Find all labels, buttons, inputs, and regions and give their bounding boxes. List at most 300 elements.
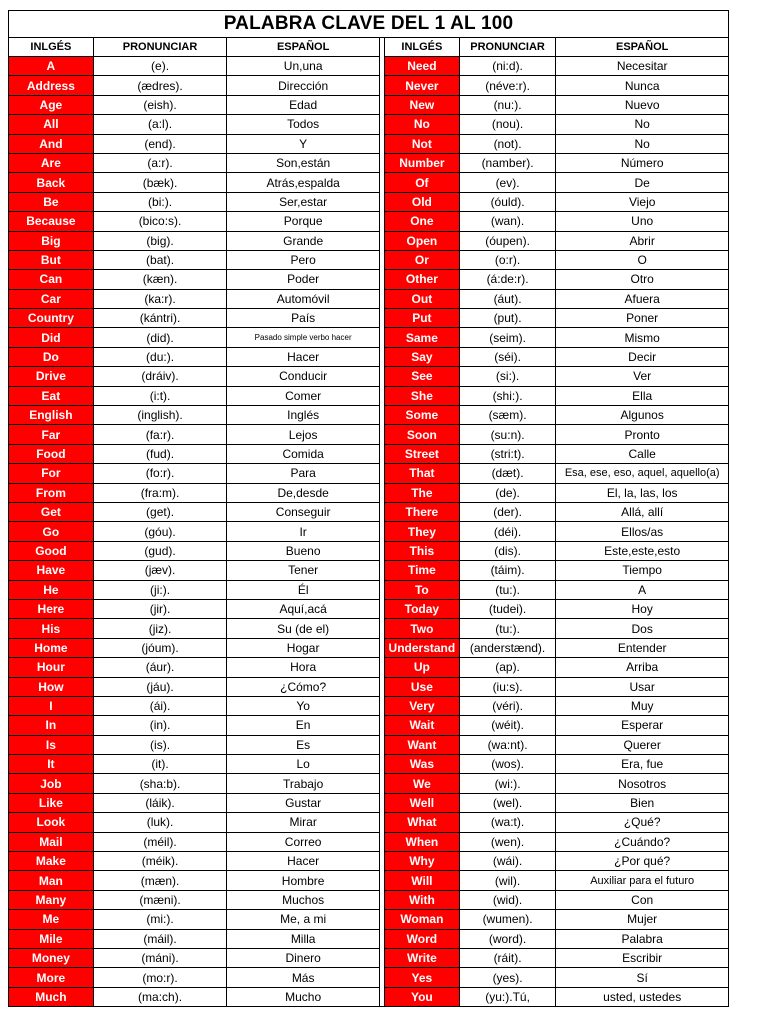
english-word-cell: Soon bbox=[384, 425, 459, 444]
english-word-cell: How bbox=[9, 677, 94, 696]
english-word-cell: Was bbox=[384, 755, 459, 774]
english-word-cell: Will bbox=[384, 871, 459, 890]
pronunciation-cell: (wái). bbox=[459, 852, 556, 871]
english-word-cell: More bbox=[9, 968, 94, 987]
spanish-translation-cell: Conducir bbox=[227, 367, 380, 386]
pronunciation-cell: (kántri). bbox=[93, 309, 227, 328]
pronunciation-cell: (méil). bbox=[93, 832, 227, 851]
word-row bbox=[9, 270, 380, 289]
spanish-translation-cell: No bbox=[556, 115, 729, 134]
english-word-cell: Big bbox=[9, 231, 94, 250]
word-row bbox=[384, 444, 728, 463]
english-word-cell: You bbox=[384, 987, 459, 1006]
pronunciation-cell: (áur). bbox=[93, 658, 227, 677]
english-word-cell: Can bbox=[9, 270, 94, 289]
pronunciation-cell: (ma:ch). bbox=[93, 987, 227, 1006]
english-word-cell: Write bbox=[384, 948, 459, 967]
pronunciation-cell: (o:r). bbox=[459, 250, 556, 269]
pronunciation-cell: (néve:r). bbox=[459, 76, 556, 95]
english-word-cell: Say bbox=[384, 347, 459, 366]
word-row bbox=[9, 755, 380, 774]
word-row bbox=[384, 289, 728, 308]
word-table-left bbox=[8, 37, 380, 1007]
spanish-translation-cell: Uno bbox=[556, 212, 729, 231]
header-pronounce: PRONUNCIAR bbox=[459, 38, 556, 57]
english-word-cell: Put bbox=[384, 309, 459, 328]
pronunciation-cell: (iu:s). bbox=[459, 677, 556, 696]
spanish-translation-cell: Inglés bbox=[227, 406, 380, 425]
spanish-translation-cell: Aquí,acá bbox=[227, 599, 380, 618]
english-word-cell: She bbox=[384, 386, 459, 405]
pronunciation-cell: (big). bbox=[93, 231, 227, 250]
word-row bbox=[384, 522, 728, 541]
spanish-translation-cell: Atrás,espalda bbox=[227, 173, 380, 192]
spanish-translation-cell: ¿Qué? bbox=[556, 813, 729, 832]
english-word-cell: With bbox=[384, 890, 459, 909]
pronunciation-cell: (ái). bbox=[93, 696, 227, 715]
word-row bbox=[9, 677, 380, 696]
spanish-translation-cell: En bbox=[227, 716, 380, 735]
english-word-cell: They bbox=[384, 522, 459, 541]
word-row bbox=[384, 347, 728, 366]
english-word-cell: Mile bbox=[9, 929, 94, 948]
spanish-translation-cell: ¿Cuándo? bbox=[556, 832, 729, 851]
pronunciation-cell: (dráiv). bbox=[93, 367, 227, 386]
english-word-cell: Word bbox=[384, 929, 459, 948]
word-row bbox=[9, 406, 380, 425]
pronunciation-cell: (ev). bbox=[459, 173, 556, 192]
spanish-translation-cell: Edad bbox=[227, 95, 380, 114]
pronunciation-cell: (wen). bbox=[459, 832, 556, 851]
word-row bbox=[9, 696, 380, 715]
spanish-translation-cell: Hombre bbox=[227, 871, 380, 890]
pronunciation-cell: (fa:r). bbox=[93, 425, 227, 444]
spanish-translation-cell: Palabra bbox=[556, 929, 729, 948]
spanish-translation-cell: Auxiliar para el futuro bbox=[556, 871, 729, 890]
spanish-translation-cell: Poner bbox=[556, 309, 729, 328]
spanish-translation-cell: Allá, allí bbox=[556, 502, 729, 521]
word-row bbox=[9, 658, 380, 677]
word-row bbox=[9, 948, 380, 967]
spanish-translation-cell: Nosotros bbox=[556, 774, 729, 793]
spanish-translation-cell: Mirar bbox=[227, 813, 380, 832]
pronunciation-cell: (ni:d). bbox=[459, 57, 556, 76]
word-row bbox=[9, 793, 380, 812]
english-word-cell: For bbox=[9, 464, 94, 483]
header-english: INLGÉS bbox=[9, 38, 94, 57]
english-word-cell: No bbox=[384, 115, 459, 134]
english-word-cell: Good bbox=[9, 541, 94, 560]
english-word-cell: Did bbox=[9, 328, 94, 347]
pronunciation-cell: (ædres). bbox=[93, 76, 227, 95]
spanish-translation-cell: Ir bbox=[227, 522, 380, 541]
pronunciation-cell: (wa:t). bbox=[459, 813, 556, 832]
english-word-cell: Time bbox=[384, 561, 459, 580]
spanish-translation-cell: Necesitar bbox=[556, 57, 729, 76]
spanish-translation-cell: Muchos bbox=[227, 890, 380, 909]
word-row bbox=[384, 57, 728, 76]
word-row bbox=[9, 561, 380, 580]
spanish-translation-cell: Comer bbox=[227, 386, 380, 405]
english-word-cell: Are bbox=[9, 153, 94, 172]
english-word-cell: Up bbox=[384, 658, 459, 677]
pronunciation-cell: (der). bbox=[459, 502, 556, 521]
word-row bbox=[9, 192, 380, 211]
pronunciation-cell: (bæk). bbox=[93, 173, 227, 192]
word-row bbox=[9, 832, 380, 851]
pronunciation-cell: (eish). bbox=[93, 95, 227, 114]
english-word-cell: Eat bbox=[9, 386, 94, 405]
spanish-translation-cell: Entender bbox=[556, 638, 729, 657]
english-word-cell: Street bbox=[384, 444, 459, 463]
pronunciation-cell: (si:). bbox=[459, 367, 556, 386]
english-word-cell: Drive bbox=[9, 367, 94, 386]
spanish-translation-cell: Bien bbox=[556, 793, 729, 812]
spanish-translation-cell: Son,están bbox=[227, 153, 380, 172]
pronunciation-cell: (e). bbox=[93, 57, 227, 76]
english-word-cell: Back bbox=[9, 173, 94, 192]
pronunciation-cell: (bico:s). bbox=[93, 212, 227, 231]
spanish-translation-cell: El, la, las, los bbox=[556, 483, 729, 502]
english-word-cell: English bbox=[9, 406, 94, 425]
header-english: INLGÉS bbox=[384, 38, 459, 57]
spanish-translation-cell: Nuevo bbox=[556, 95, 729, 114]
word-row bbox=[384, 735, 728, 754]
word-row bbox=[384, 755, 728, 774]
english-word-cell: Job bbox=[9, 774, 94, 793]
english-word-cell: All bbox=[9, 115, 94, 134]
word-row bbox=[9, 774, 380, 793]
pronunciation-cell: (jóum). bbox=[93, 638, 227, 657]
word-row bbox=[384, 910, 728, 929]
pronunciation-cell: (óuld). bbox=[459, 192, 556, 211]
spanish-translation-cell: Tiempo bbox=[556, 561, 729, 580]
english-word-cell: Why bbox=[384, 852, 459, 871]
spanish-translation-cell: Mucho bbox=[227, 987, 380, 1006]
word-row bbox=[9, 619, 380, 638]
spanish-translation-cell: Sí bbox=[556, 968, 729, 987]
spanish-translation-cell: Lo bbox=[227, 755, 380, 774]
word-table-right bbox=[384, 37, 729, 1007]
spanish-translation-cell: Dirección bbox=[227, 76, 380, 95]
spanish-translation-cell: ¿Cómo? bbox=[227, 677, 380, 696]
english-word-cell: I bbox=[9, 696, 94, 715]
pronunciation-cell: (bi:). bbox=[93, 192, 227, 211]
word-row bbox=[9, 735, 380, 754]
header-row bbox=[384, 38, 728, 57]
pronunciation-cell: (a:l). bbox=[93, 115, 227, 134]
pronunciation-cell: (dæt). bbox=[459, 464, 556, 483]
pronunciation-cell: (wos). bbox=[459, 755, 556, 774]
pronunciation-cell: (dis). bbox=[459, 541, 556, 560]
pronunciation-cell: (déi). bbox=[459, 522, 556, 541]
english-word-cell: Many bbox=[9, 890, 94, 909]
word-row bbox=[384, 832, 728, 851]
english-word-cell: Want bbox=[384, 735, 459, 754]
spanish-translation-cell: Con bbox=[556, 890, 729, 909]
word-row bbox=[384, 95, 728, 114]
spanish-translation-cell: Grande bbox=[227, 231, 380, 250]
word-row bbox=[384, 813, 728, 832]
spanish-translation-cell: Comida bbox=[227, 444, 380, 463]
english-word-cell: Here bbox=[9, 599, 94, 618]
pronunciation-cell: (ap). bbox=[459, 658, 556, 677]
word-row bbox=[9, 134, 380, 153]
english-word-cell: Get bbox=[9, 502, 94, 521]
pronunciation-cell: (fud). bbox=[93, 444, 227, 463]
pronunciation-cell: (nu:). bbox=[459, 95, 556, 114]
english-word-cell: Open bbox=[384, 231, 459, 250]
tables-container bbox=[8, 37, 729, 1007]
spanish-translation-cell: Mismo bbox=[556, 328, 729, 347]
pronunciation-cell: (wel). bbox=[459, 793, 556, 812]
word-row bbox=[384, 250, 728, 269]
pronunciation-cell: (is). bbox=[93, 735, 227, 754]
pronunciation-cell: (ka:r). bbox=[93, 289, 227, 308]
word-row bbox=[9, 95, 380, 114]
english-word-cell: Address bbox=[9, 76, 94, 95]
spanish-translation-cell: Pero bbox=[227, 250, 380, 269]
spanish-translation-cell: Trabajo bbox=[227, 774, 380, 793]
word-row bbox=[384, 502, 728, 521]
spanish-translation-cell: Ver bbox=[556, 367, 729, 386]
word-row bbox=[384, 561, 728, 580]
english-word-cell: Understand bbox=[384, 638, 459, 657]
english-word-cell: Much bbox=[9, 987, 94, 1006]
pronunciation-cell: (sæm). bbox=[459, 406, 556, 425]
word-row bbox=[9, 444, 380, 463]
spanish-translation-cell: Hora bbox=[227, 658, 380, 677]
word-row bbox=[9, 929, 380, 948]
english-word-cell: Age bbox=[9, 95, 94, 114]
header-spanish: ESPAÑOL bbox=[227, 38, 380, 57]
word-row bbox=[384, 367, 728, 386]
pronunciation-cell: (tu:). bbox=[459, 580, 556, 599]
english-word-cell: Yes bbox=[384, 968, 459, 987]
pronunciation-cell: (séi). bbox=[459, 347, 556, 366]
pronunciation-cell: (stri:t). bbox=[459, 444, 556, 463]
pronunciation-cell: (jiz). bbox=[93, 619, 227, 638]
pronunciation-cell: (su:n). bbox=[459, 425, 556, 444]
word-row bbox=[384, 115, 728, 134]
word-row bbox=[9, 968, 380, 987]
word-row bbox=[384, 696, 728, 715]
word-row bbox=[9, 483, 380, 502]
english-word-cell: Same bbox=[384, 328, 459, 347]
pronunciation-cell: (jáu). bbox=[93, 677, 227, 696]
pronunciation-cell: (wumen). bbox=[459, 910, 556, 929]
english-word-cell: A bbox=[9, 57, 94, 76]
word-row bbox=[9, 599, 380, 618]
spanish-translation-cell: Conseguir bbox=[227, 502, 380, 521]
spanish-translation-cell: Un,una bbox=[227, 57, 380, 76]
page-title: PALABRA CLAVE DEL 1 AL 100 bbox=[8, 10, 729, 37]
word-row bbox=[9, 502, 380, 521]
spanish-translation-cell: Nunca bbox=[556, 76, 729, 95]
word-row bbox=[9, 541, 380, 560]
spanish-translation-cell: Usar bbox=[556, 677, 729, 696]
word-row bbox=[384, 638, 728, 657]
pronunciation-cell: (not). bbox=[459, 134, 556, 153]
word-row bbox=[384, 134, 728, 153]
pronunciation-cell: (méik). bbox=[93, 852, 227, 871]
english-word-cell: Wait bbox=[384, 716, 459, 735]
word-row bbox=[9, 173, 380, 192]
spanish-translation-cell: Para bbox=[227, 464, 380, 483]
pronunciation-cell: (wéit). bbox=[459, 716, 556, 735]
pronunciation-cell: (máni). bbox=[93, 948, 227, 967]
word-row bbox=[384, 658, 728, 677]
pronunciation-cell: (jæv). bbox=[93, 561, 227, 580]
pronunciation-cell: (góu). bbox=[93, 522, 227, 541]
english-word-cell: Very bbox=[384, 696, 459, 715]
word-row bbox=[384, 153, 728, 172]
spanish-translation-cell: Número bbox=[556, 153, 729, 172]
english-word-cell: When bbox=[384, 832, 459, 851]
pronunciation-cell: (luk). bbox=[93, 813, 227, 832]
english-word-cell: There bbox=[384, 502, 459, 521]
spanish-translation-cell: Es bbox=[227, 735, 380, 754]
word-row bbox=[9, 522, 380, 541]
word-row bbox=[384, 580, 728, 599]
spanish-translation-cell: Su (de el) bbox=[227, 619, 380, 638]
pronunciation-cell: (in). bbox=[93, 716, 227, 735]
header-pronounce: PRONUNCIAR bbox=[93, 38, 227, 57]
word-row bbox=[384, 619, 728, 638]
english-word-cell: Car bbox=[9, 289, 94, 308]
spanish-translation-cell: Hoy bbox=[556, 599, 729, 618]
spanish-translation-cell: Automóvil bbox=[227, 289, 380, 308]
pronunciation-cell: (gud). bbox=[93, 541, 227, 560]
spanish-translation-cell: Correo bbox=[227, 832, 380, 851]
header-spanish: ESPAÑOL bbox=[556, 38, 729, 57]
english-word-cell: Of bbox=[384, 173, 459, 192]
english-word-cell: Me bbox=[9, 910, 94, 929]
word-row bbox=[9, 386, 380, 405]
word-row bbox=[9, 890, 380, 909]
word-row bbox=[9, 871, 380, 890]
spanish-translation-cell: Mujer bbox=[556, 910, 729, 929]
pronunciation-cell: (bat). bbox=[93, 250, 227, 269]
english-word-cell: Far bbox=[9, 425, 94, 444]
spanish-translation-cell: Hogar bbox=[227, 638, 380, 657]
word-row bbox=[9, 153, 380, 172]
pronunciation-cell: (véri). bbox=[459, 696, 556, 715]
english-word-cell: Out bbox=[384, 289, 459, 308]
english-word-cell: Number bbox=[384, 153, 459, 172]
english-word-cell: Look bbox=[9, 813, 94, 832]
word-row bbox=[384, 774, 728, 793]
word-row bbox=[384, 793, 728, 812]
pronunciation-cell: (did). bbox=[93, 328, 227, 347]
pronunciation-cell: (wil). bbox=[459, 871, 556, 890]
spanish-translation-cell: A bbox=[556, 580, 729, 599]
word-row bbox=[384, 464, 728, 483]
word-row bbox=[384, 270, 728, 289]
spanish-translation-cell: Me, a mi bbox=[227, 910, 380, 929]
word-row bbox=[384, 929, 728, 948]
pronunciation-cell: (put). bbox=[459, 309, 556, 328]
english-word-cell: One bbox=[384, 212, 459, 231]
spanish-translation-cell: Ella bbox=[556, 386, 729, 405]
english-word-cell: He bbox=[9, 580, 94, 599]
spanish-translation-cell: Hacer bbox=[227, 347, 380, 366]
word-row bbox=[384, 212, 728, 231]
pronunciation-cell: (sha:b). bbox=[93, 774, 227, 793]
word-row bbox=[9, 328, 380, 347]
word-row bbox=[9, 813, 380, 832]
word-row bbox=[384, 192, 728, 211]
pronunciation-cell: (yu:).Tú, bbox=[459, 987, 556, 1006]
pronunciation-cell: (wan). bbox=[459, 212, 556, 231]
english-word-cell: This bbox=[384, 541, 459, 560]
english-word-cell: Mail bbox=[9, 832, 94, 851]
spanish-translation-cell: Afuera bbox=[556, 289, 729, 308]
word-row bbox=[384, 599, 728, 618]
english-word-cell: Not bbox=[384, 134, 459, 153]
english-word-cell: Need bbox=[384, 57, 459, 76]
word-row bbox=[384, 425, 728, 444]
word-row bbox=[9, 57, 380, 76]
pronunciation-cell: (mo:r). bbox=[93, 968, 227, 987]
english-word-cell: Never bbox=[384, 76, 459, 95]
spanish-translation-cell: De,desde bbox=[227, 483, 380, 502]
pronunciation-cell: (á:de:r). bbox=[459, 270, 556, 289]
english-word-cell: Country bbox=[9, 309, 94, 328]
english-word-cell: Go bbox=[9, 522, 94, 541]
spanish-translation-cell: Esperar bbox=[556, 716, 729, 735]
word-row bbox=[9, 425, 380, 444]
english-word-cell: Do bbox=[9, 347, 94, 366]
pronunciation-cell: (seim). bbox=[459, 328, 556, 347]
english-word-cell: Be bbox=[9, 192, 94, 211]
english-word-cell: See bbox=[384, 367, 459, 386]
pronunciation-cell: (du:). bbox=[93, 347, 227, 366]
pronunciation-cell: (wid). bbox=[459, 890, 556, 909]
word-row bbox=[9, 987, 380, 1006]
pronunciation-cell: (anderstænd). bbox=[459, 638, 556, 657]
english-word-cell: Home bbox=[9, 638, 94, 657]
english-word-cell: It bbox=[9, 755, 94, 774]
pronunciation-cell: (wi:). bbox=[459, 774, 556, 793]
spanish-translation-cell: No bbox=[556, 134, 729, 153]
word-row bbox=[384, 541, 728, 560]
word-row bbox=[384, 173, 728, 192]
pronunciation-cell: (ji:). bbox=[93, 580, 227, 599]
spanish-translation-cell: Este,este,esto bbox=[556, 541, 729, 560]
pronunciation-cell: (a:r). bbox=[93, 153, 227, 172]
spanish-translation-cell: usted, ustedes bbox=[556, 987, 729, 1006]
english-word-cell: Like bbox=[9, 793, 94, 812]
spanish-translation-cell: Poder bbox=[227, 270, 380, 289]
pronunciation-cell: (word). bbox=[459, 929, 556, 948]
spanish-translation-cell: Algunos bbox=[556, 406, 729, 425]
pronunciation-cell: (jir). bbox=[93, 599, 227, 618]
word-row bbox=[384, 677, 728, 696]
pronunciation-cell: (táim). bbox=[459, 561, 556, 580]
pronunciation-cell: (óupen). bbox=[459, 231, 556, 250]
english-word-cell: The bbox=[384, 483, 459, 502]
spanish-translation-cell: Ellos/as bbox=[556, 522, 729, 541]
word-row bbox=[9, 115, 380, 134]
spanish-translation-cell: Esa, ese, eso, aquel, aquello(a) bbox=[556, 464, 729, 483]
english-word-cell: Because bbox=[9, 212, 94, 231]
pronunciation-cell: (shi:). bbox=[459, 386, 556, 405]
spanish-translation-cell: Arriba bbox=[556, 658, 729, 677]
pronunciation-cell: (mæn). bbox=[93, 871, 227, 890]
word-row bbox=[384, 948, 728, 967]
word-row bbox=[9, 309, 380, 328]
